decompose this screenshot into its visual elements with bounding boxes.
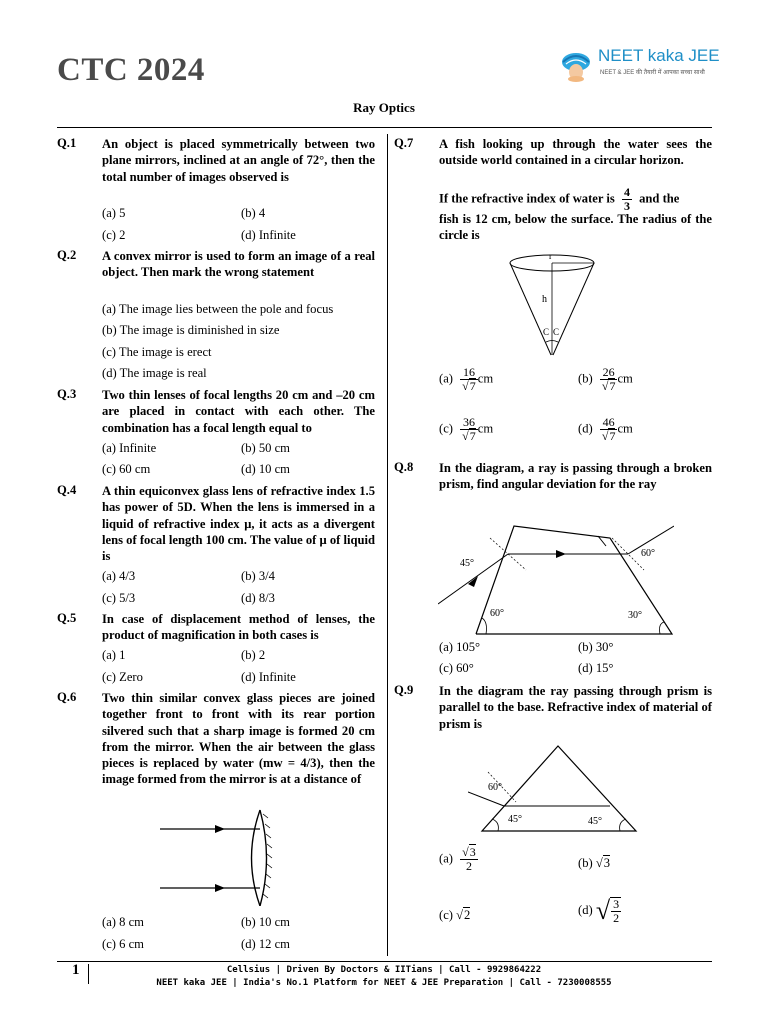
option-a: (a) 4/3: [102, 569, 136, 583]
question-text: An object is placed symmetrically between two plane mirrors, inclined at an angle of 72°, then the total number of images observed is: [102, 137, 375, 184]
fraction: $\frac{4}{3}$: [623, 185, 630, 213]
question-number: Q.9: [394, 683, 414, 697]
option-b: (b) 4: [241, 206, 266, 220]
question-number: Q.3: [57, 387, 77, 401]
broken-prism-diagram: [438, 518, 674, 636]
question-text: A thin equiconvex glass lens of refractive index 1.5 has power of 5D. When the lens is immersed in a liquid of refractive index μ, it acts as a divergent lens of focal length 100 cm. The value of μ of liquid is: [102, 484, 375, 564]
option-c: (c) √2: [439, 908, 471, 922]
svg-text:C: C: [553, 327, 560, 337]
option-a: (a) 8 cm: [102, 915, 144, 929]
option-c: (c) The image is erect: [102, 345, 212, 359]
column-divider: [387, 134, 388, 956]
option-b: (b) $\frac{26}{√7}$ cm: [578, 365, 633, 393]
option-a: (a) The image lies between the pole and focus: [102, 302, 334, 316]
page-number: 1: [72, 962, 80, 978]
option-a: (a) $\frac{√3}{2}$: [439, 845, 476, 873]
question-number: Q.6: [57, 690, 77, 704]
question-text: In the diagram, a ray is passing through a broken prism, find angular deviation for the ray: [439, 461, 712, 492]
brand-name: NEET kaka JEE: [598, 46, 720, 65]
option-d: (d) √ $\frac{3}{2}$: [578, 896, 620, 925]
question-number: Q.8: [394, 460, 414, 474]
option-b: (b) 3/4: [241, 569, 275, 583]
option-a: (a) Infinite: [102, 441, 157, 455]
svg-text:45°: 45°: [508, 814, 522, 825]
option-c: (c) 5/3: [102, 591, 136, 605]
option-b: (b) √3: [578, 856, 611, 870]
svg-text:60°: 60°: [488, 782, 502, 793]
question-text: In the diagram the ray passing through prism is parallel to the base. Refractive index of material of prism is: [439, 684, 712, 731]
option-c: (c) $\frac{36}{√7}$ cm: [439, 415, 494, 443]
svg-text:h: h: [542, 294, 547, 305]
question-number: Q.7: [394, 136, 414, 150]
svg-text:45°: 45°: [460, 558, 474, 569]
brand-logo: [558, 46, 718, 86]
question-number: Q.5: [57, 611, 77, 625]
option-d: (d) $\frac{46}{√7}$ cm: [578, 415, 633, 443]
option-b: (b) The image is diminished in size: [102, 323, 280, 337]
option-a: (a) $\frac{16}{√7}$ cm: [439, 365, 494, 393]
option-c: (c) 60 cm: [102, 462, 151, 476]
footer-line-2: NEET kaka JEE | India's No.1 Platform for NEET & JEE Preparation | Call - 7230008555: [156, 978, 612, 988]
question-number: Q.1: [57, 136, 77, 150]
option-d: (d) Infinite: [241, 228, 296, 242]
prism-diagram: [468, 742, 643, 838]
option-d: (d) 8/3: [241, 591, 275, 605]
question-number: Q.2: [57, 248, 77, 262]
option-c: (c) 6 cm: [102, 937, 144, 951]
question-text: A fish looking up through the water sees the outside world contained in a circular horizon.: [439, 137, 712, 168]
option-a: (a) 1: [102, 648, 126, 662]
option-d: (d) 12 cm: [241, 937, 290, 951]
option-a: (a) 5: [102, 206, 126, 220]
footer-line-1: Cellsius | Driven By Doctors & IITians | Call - 9929864222: [226, 965, 542, 975]
option-c: (c) 60°: [439, 661, 474, 675]
page-title: CTC 2024: [57, 52, 205, 88]
question-text: In case of displacement method of lenses, the product of magnification in both cases is: [102, 612, 375, 643]
svg-text:30°: 30°: [628, 610, 642, 621]
option-b: (b) 30°: [578, 640, 614, 654]
option-b: (b) 10 cm: [241, 915, 290, 929]
option-d: (d) The image is real: [102, 366, 207, 380]
svg-text:45°: 45°: [588, 816, 602, 827]
svg-text:r: r: [549, 251, 552, 261]
brand-tagline: NEET & JEE की तैयारी में आपका सच्चा साथी: [600, 70, 705, 76]
question-text-line: If the refractive index of water is $\frac{4}{3}$ and the: [439, 185, 680, 213]
footer-rule: [57, 961, 712, 962]
question-text: fish is 12 cm, below the surface. The radius of the circle is: [439, 212, 712, 243]
turban-icon: [558, 48, 594, 84]
topic-heading: Ray Optics: [353, 100, 415, 115]
option-b: (b) 2: [241, 648, 266, 662]
svg-text:60°: 60°: [641, 548, 655, 559]
question-number: Q.4: [57, 483, 77, 497]
question-text: A convex mirror is used to form an image of a real object. Then mark the wrong statement: [102, 249, 375, 280]
header-rule: [57, 127, 712, 128]
svg-text:C: C: [543, 327, 550, 337]
option-d: (d) Infinite: [241, 670, 296, 684]
option-d: (d) 15°: [578, 661, 614, 675]
question-text: Two thin similar convex glass pieces are joined together front to front with its rear portion silvered such that a sharp image is formed 20 cm from the mirror. When the air between the glass pieces is replaced by water (mw = 4/3), then the image formed from the mirror is at a distance of: [102, 691, 375, 787]
svg-text:60°: 60°: [490, 608, 504, 619]
option-a: (a) 105°: [439, 640, 481, 654]
silvered-lens-diagram: [155, 806, 285, 906]
option-d: (d) 10 cm: [241, 462, 290, 476]
option-c: (c) 2: [102, 228, 126, 242]
cone-diagram: [502, 247, 602, 359]
option-b: (b) 50 cm: [241, 441, 290, 455]
question-text: Two thin lenses of focal lengths 20 cm and –20 cm are placed in contact with each other. The combination has a focal length equal to: [102, 388, 375, 435]
option-c: (c) Zero: [102, 670, 143, 684]
